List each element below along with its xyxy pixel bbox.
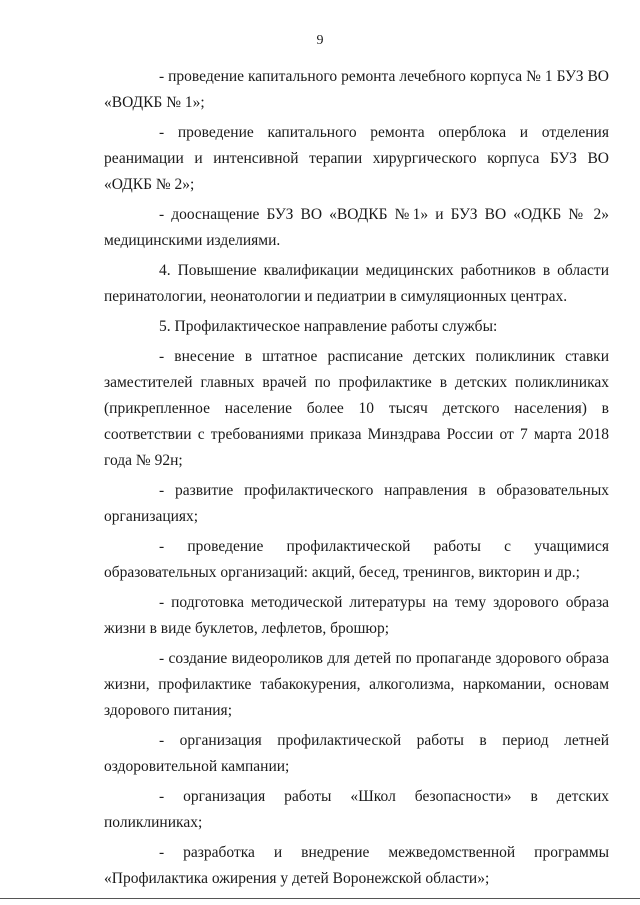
paragraph: - организация профилактической работы в период летней оздоровительной кампании; — [104, 732, 609, 775]
page-bottom-divider — [0, 898, 640, 899]
paragraph: 5. Профилактическое направление работы службы: — [159, 318, 498, 335]
paragraph: - развитие профилактического направления в образовательных организациях; — [104, 482, 609, 525]
document-body — [104, 64, 609, 896]
paragraph: - проведение профилактической работы с учащимися образовательных организаций: акций, бесед, тренингов, викторин и др.; — [104, 538, 609, 581]
paragraph: - внесение в штатное расписание детских поликлиник ставки заместителей главных врачей по профилактике в детских поликлиниках (прикрепленное население более 10 тысяч детского населения) в соответствии с требованиями приказа Минздрава России от 7 марта 2018 года № 92н; — [104, 348, 609, 469]
page-number: 9 — [316, 33, 324, 48]
paragraph: - подготовка методической литературы на тему здорового образа жизни в виде буклетов, лефлетов, брошюр; — [104, 594, 609, 637]
paragraph: - организация работы «Школ безопасности» в детских поликлиниках; — [104, 788, 609, 831]
paragraph: - проведение капитального ремонта оперблока и отделения реанимации и интенсивной терапии хирургического корпуса БУЗ ВО «ОДКБ № 2»; — [104, 124, 609, 193]
paragraph: - дооснащение БУЗ ВО «ВОДКБ №1» и БУЗ ВО «ОДКБ № 2» медицинскими изделиями. — [104, 206, 609, 249]
paragraph: - проведение капитального ремонта лечебного корпуса № 1 БУЗ ВО «ВОДКБ № 1»; — [104, 68, 609, 111]
paragraph: 4. Повышение квалификации медицинских работников в области перинатологии, неонатологии и педиатрии в симуляционных центрах. — [104, 262, 609, 305]
paragraph: - создание видеороликов для детей по пропаганде здорового образа жизни, профилактике табакокурения, алкоголизма, наркомании, основам здорового питания; — [104, 650, 609, 719]
paragraph: - разработка и внедрение межведомственной программы «Профилактика ожирения у детей Воронежской области»; — [104, 844, 609, 887]
